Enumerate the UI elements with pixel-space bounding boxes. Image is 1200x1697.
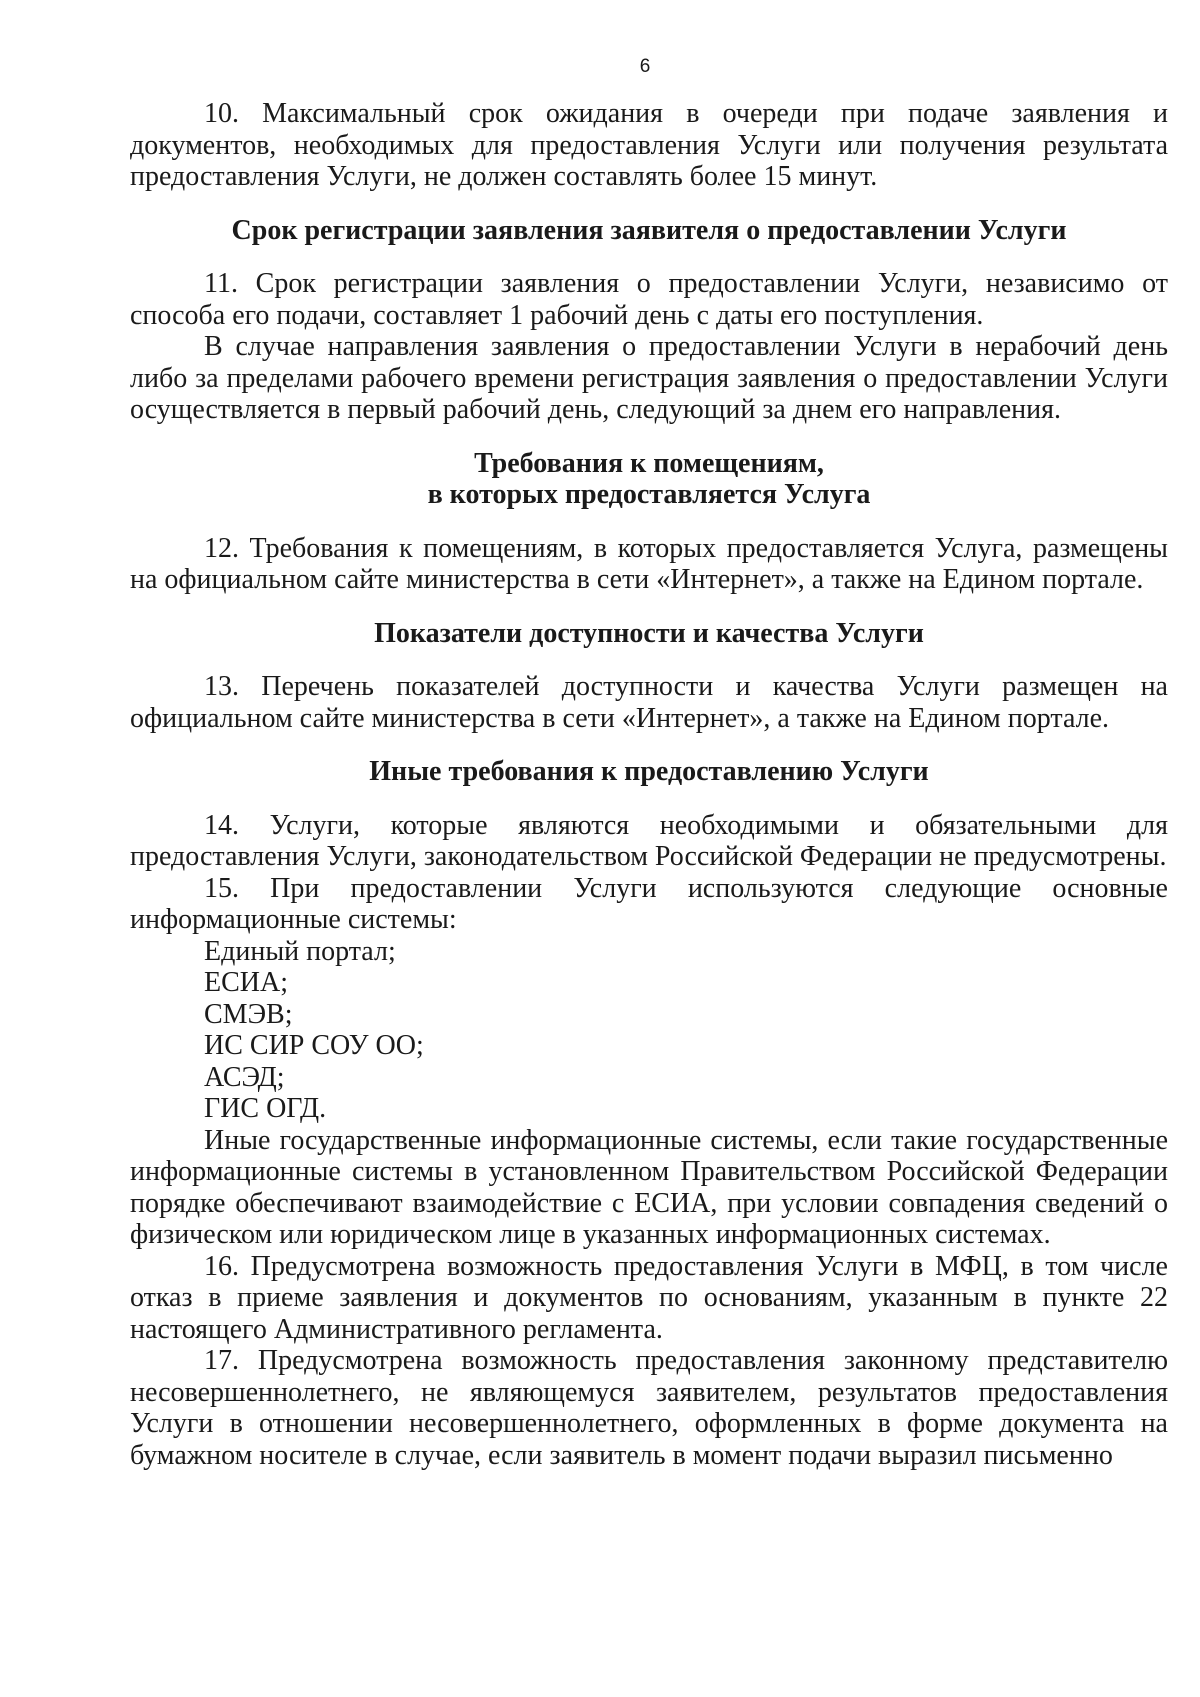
paragraph-12: 12. Требования к помещениям, в которых предоставляется Услуга, размещены на официальном сайте министерства в сети «Интернет», а также на Едином портале. (130, 532, 1168, 595)
paragraph-13: 13. Перечень показателей доступности и качества Услуги размещен на официальном сайте министерства в сети «Интернет», а также на Едином портале. (130, 671, 1168, 734)
document-body (130, 98, 1168, 1471)
heading-line: Требования к помещениям, (474, 447, 824, 479)
paragraph-11: 11. Срок регистрации заявления о предоставлении Услуги, независимо от способа его подачи, составляет 1 рабочий день с даты его поступления. (130, 268, 1168, 331)
heading-other-requirements: Иные требования к предоставлению Услуги (369, 756, 929, 787)
list-item: ГИС ОГД. (204, 1093, 327, 1124)
paragraph-15: 15. При предоставлении Услуги используются следующие основные информационные системы: (130, 872, 1168, 935)
heading-line: в которых предоставляется Услуга (427, 479, 871, 510)
list-item: ЕСИА; (204, 967, 288, 998)
paragraph-14: 14. Услуги, которые являются необходимыми и обязательными для предоставления Услуги, законодательством Российской Федерации не предусмотрены. (130, 809, 1168, 872)
list-item: АСЭД; (204, 1061, 285, 1093)
paragraph-17: 17. Предусмотрена возможность предоставления законному представителю несовершеннолетнего, не являющемуся заявителем, результатов предоставления Услуги в отношении несовершеннолетнего, оформленных в форме документа на бумажном носителе в случае, если заявитель в момент подачи выразил письменно (130, 1345, 1168, 1471)
heading-premises-requirements (130, 448, 1168, 511)
paragraph-other-systems: Иные государственные информационные системы, если такие государственные информационные системы в установленном Правительством Российской Федерации порядке обеспечивают взаимодействие с ЕСИА, при условии совпадения сведений о физическом или юридическом лице в указанных информационных системах. (130, 1124, 1168, 1250)
list-item: СМЭВ; (204, 998, 293, 1030)
paragraph-16: 16. Предусмотрена возможность предоставления Услуги в МФЦ, в том числе отказ в приеме заявления и документов по основаниям, указанным в пункте 22 настоящего Административного регламента. (130, 1250, 1168, 1345)
paragraph-10: 10. Максимальный срок ожидания в очереди при подаче заявления и документов, необходимых для предоставления Услуги или получения результата предоставления Услуги, не должен составлять более 15 минут. (130, 98, 1168, 192)
heading-registration-term: Срок регистрации заявления заявителя о предоставлении Услуги (231, 214, 1067, 246)
list-item: ИС СИР СОУ ОО; (204, 1030, 424, 1061)
list-item: Единый портал; (204, 935, 396, 967)
paragraph-11-continuation: В случае направления заявления о предоставлении Услуги в нерабочий день либо за пределами рабочего времени регистрация заявления о предоставлении Услуги осуществляется в первый рабочий день, следующий за днем его направления. (130, 331, 1168, 425)
page-number: 6 (639, 56, 651, 77)
heading-accessibility-indicators: Показатели доступности и качества Услуги (374, 617, 924, 649)
